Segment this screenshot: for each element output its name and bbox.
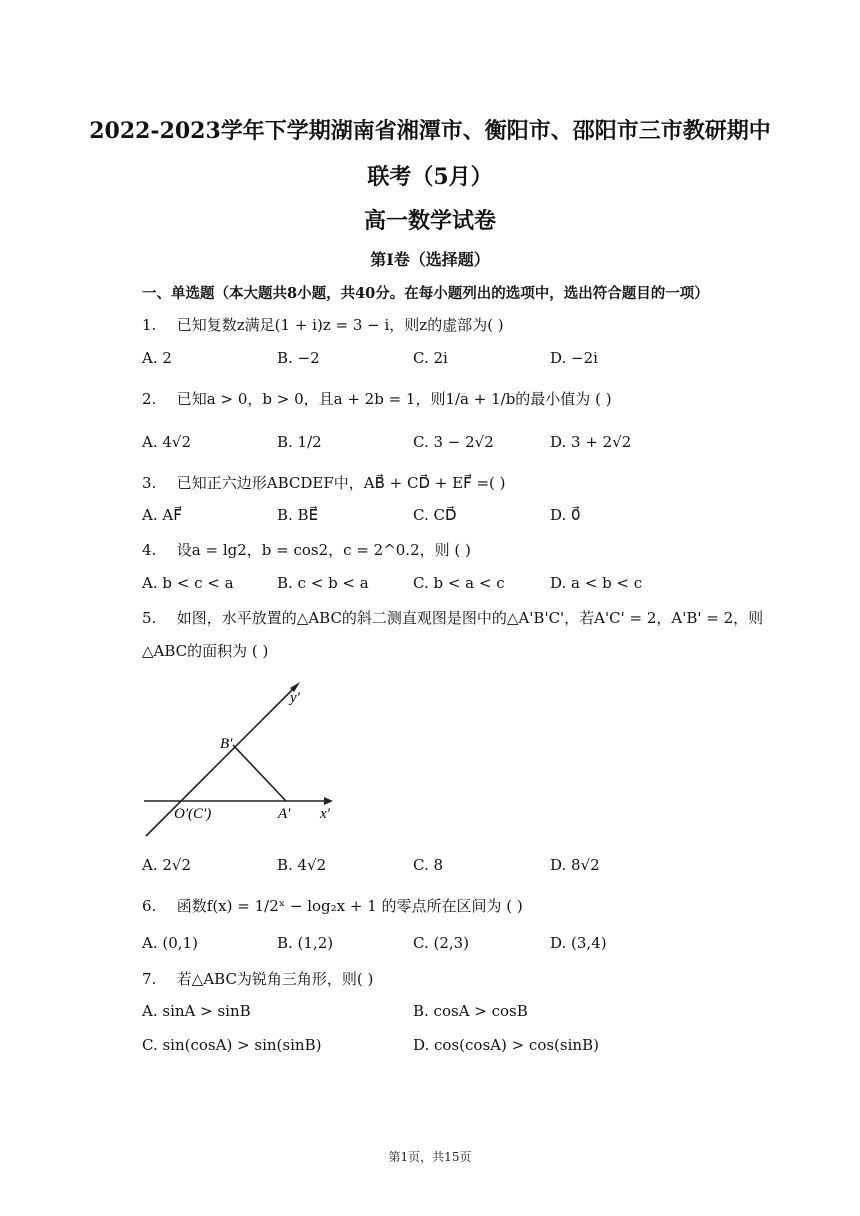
q3-option-d: D. 0⃗ (550, 506, 581, 524)
q4-option-d: D. a < b < c (550, 574, 643, 592)
question-number: 3. (142, 474, 157, 492)
label-b-prime: B' (220, 736, 233, 752)
question-stem: 已知复数z满足(1 + i)z = 3 − i，则z的虚部为( ) (176, 316, 504, 334)
exam-volume: 第I卷（选择题） (370, 250, 490, 269)
label-y-prime: y' (290, 690, 300, 706)
q4-option-c: C. b < a < c (413, 574, 505, 592)
q4-option-a: A. b < c < a (142, 574, 234, 592)
q1-option-c: C. 2i (413, 349, 448, 367)
q7-option-b: B. cosA > cosB (413, 1002, 528, 1020)
question-stem: 设a = lg2，b = cos2，c = 2^0.2，则 ( ) (176, 541, 471, 559)
q2-option-b: B. 1/2 (277, 433, 322, 451)
q6-option-b: B. (1,2) (277, 934, 334, 952)
question-stem: 函数f(x) = 1/2ˣ − log₂x + 1 的零点所在区间为 ( ) (176, 897, 523, 915)
question-6 (142, 895, 523, 916)
question-3 (142, 472, 506, 493)
label-x-prime: x' (320, 806, 330, 822)
question-number: 2. (142, 390, 157, 408)
q7-option-c: C. sin(cosA) > sin(sinB) (142, 1036, 322, 1054)
question-number: 7. (142, 970, 157, 988)
q1-option-a: A. 2 (142, 349, 172, 367)
label-a-prime: A' (278, 806, 291, 822)
question-number: 4. (142, 541, 157, 559)
question-1 (142, 314, 504, 335)
x-axis-arrow (324, 797, 333, 805)
exam-title-line1: 2022-2023学年下学期湖南省湘潭市、衡阳市、邵阳市三市教研期中 (89, 118, 771, 144)
question-7 (142, 968, 373, 989)
page-footer: 第1页，共15页 (388, 1150, 472, 1164)
q2-option-c: C. 3 − 2√2 (413, 433, 494, 451)
q6-option-a: A. (0,1) (142, 934, 198, 952)
q5-option-b: B. 4√2 (277, 856, 327, 874)
question-stem: 若△ABC为锐角三角形，则( ) (176, 970, 374, 988)
q6-option-c: C. (2,3) (413, 934, 470, 952)
q5-option-a: A. 2√2 (142, 856, 192, 874)
q3-option-b: B. BE⃗ (277, 506, 319, 524)
question-stem: 如图，水平放置的△ABC的斜二测直观图是图中的△A'B'C'，若A'C' = 2，A'B' = 2，则 (176, 609, 764, 627)
question-number: 1. (142, 316, 157, 334)
question-stem: 已知a > 0，b > 0，且a + 2b = 1，则1/a + 1/b的最小值为 ( ) (176, 390, 612, 408)
question-5-continued: △ABC的面积为 ( ) (142, 642, 269, 660)
q7-option-d: D. cos(cosA) > cos(sinB) (413, 1036, 599, 1054)
exam-title-line2: 联考（5月） (367, 164, 493, 190)
q1-option-b: B. −2 (277, 349, 320, 367)
question-stem: 已知正六边形ABCDEF中，AB⃗ + CD⃗ + EF⃗ =( ) (176, 474, 506, 492)
q4-option-b: B. c < b < a (277, 574, 369, 592)
exam-subject: 高一数学试卷 (363, 208, 496, 234)
question-4 (142, 539, 471, 560)
section-heading: 一、单选题（本大题共8小题，共40分。在每小题列出的选项中，选出符合题目的一项） (142, 285, 709, 302)
q6-option-d: D. (3,4) (550, 934, 607, 952)
q5-option-c: C. 8 (413, 856, 444, 874)
label-o-prime: O'(C') (174, 806, 212, 822)
oblique-projection-figure (140, 676, 350, 844)
question-5 (142, 607, 763, 628)
q7-option-a: A. sinA > sinB (142, 1002, 251, 1020)
y-axis-line (146, 686, 296, 836)
q5-option-d: D. 8√2 (550, 856, 600, 874)
q2-option-a: A. 4√2 (142, 433, 192, 451)
q3-option-c: C. CD⃗ (413, 506, 457, 524)
q3-option-a: A. AF⃗ (142, 506, 182, 524)
question-number: 6. (142, 897, 157, 915)
q1-option-d: D. −2i (550, 349, 598, 367)
q2-option-d: D. 3 + 2√2 (550, 433, 632, 451)
segment-a-b (233, 745, 286, 801)
question-2 (142, 388, 612, 409)
question-number: 5. (142, 609, 157, 627)
